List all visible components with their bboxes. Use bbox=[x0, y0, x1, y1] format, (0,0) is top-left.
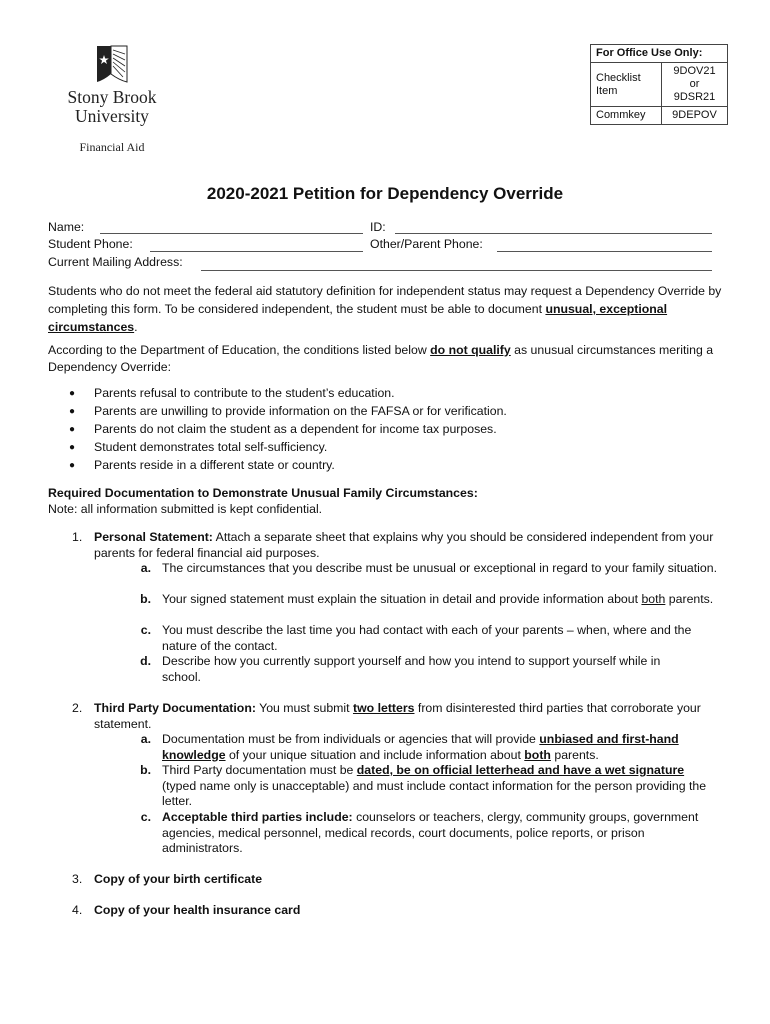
personal-statement-text: Attach a separate sheet that explains why you should be considered independent from your parents for federal financial aid purposes. bbox=[94, 530, 714, 560]
sub-letter: c. bbox=[140, 623, 151, 637]
personal-statement-lead: Personal Statement: bbox=[94, 530, 213, 544]
page-title: 2020-2021 Petition for Dependency Override bbox=[206, 184, 564, 203]
sub-item bbox=[162, 763, 718, 810]
university-logo bbox=[62, 44, 162, 156]
intro-p1-emphasis: unusual, exceptional circumstances bbox=[48, 302, 668, 334]
intro-p1-end: . bbox=[134, 320, 138, 334]
sub-letter: d. bbox=[140, 654, 151, 668]
student-phone-label: Student Phone: bbox=[48, 237, 133, 251]
sub-item-end: (typed name only is unacceptable) and must include contact information for the person providing the letter. bbox=[162, 778, 707, 808]
third-party-lead: Third Party Documentation: bbox=[94, 701, 256, 715]
checklist-code-2: 9DSR21 bbox=[673, 91, 716, 103]
sub-item-lead: Acceptable third parties include: bbox=[162, 810, 353, 824]
logo-department: Financial Aid bbox=[79, 140, 145, 154]
sub-item bbox=[162, 592, 720, 608]
checklist-or: or bbox=[689, 78, 700, 90]
sub-item-text: Third Party documentation must be bbox=[162, 763, 357, 777]
id-input-line[interactable] bbox=[395, 233, 712, 234]
sub-item-emphasis: dated, be on official letterhead and have a wet signature bbox=[356, 763, 685, 777]
third-party-end: from disinterested third parties that corroborate your statement. bbox=[94, 701, 701, 731]
other-phone-input-line[interactable] bbox=[497, 251, 712, 252]
sub-item-text: Your signed statement must explain the situation in detail and provide information about bbox=[162, 592, 642, 606]
address-input-line[interactable] bbox=[201, 270, 712, 271]
item-number: 2. bbox=[72, 701, 83, 715]
required-note: Note: all information submitted is kept confidential. bbox=[48, 502, 323, 516]
sub-letter: b. bbox=[140, 763, 151, 777]
office-use-table bbox=[590, 44, 728, 125]
intro-p2-emphasis: do not qualify bbox=[430, 343, 511, 357]
office-use-header: For Office Use Only: bbox=[591, 45, 728, 63]
sub-item bbox=[162, 810, 718, 857]
sub-item: Describe how you currently support yourself and how you intend to support yourself while in school. bbox=[162, 654, 661, 684]
bullet-icon: ● bbox=[69, 424, 76, 435]
intro-p2-text: According to the Department of Education, the conditions listed below bbox=[48, 343, 431, 357]
sub-letter: a. bbox=[140, 732, 151, 746]
item-number: 4. bbox=[72, 903, 83, 917]
name-input-line[interactable] bbox=[100, 233, 363, 234]
birth-certificate-item: Copy of your birth certificate bbox=[94, 872, 263, 886]
student-phone-input-line[interactable] bbox=[150, 251, 363, 252]
list-item: Parents are unwilling to provide information on the FAFSA or for verification. bbox=[94, 404, 507, 418]
bullet-icon: ● bbox=[69, 388, 76, 399]
item-number: 3. bbox=[72, 872, 83, 886]
sub-item-emphasis: both bbox=[641, 592, 666, 606]
list-item: Parents do not claim the student as a dependent for income tax purposes. bbox=[94, 422, 497, 436]
sub-item-emphasis: both bbox=[524, 747, 551, 762]
shield-icon bbox=[95, 44, 129, 84]
commkey-value: 9DEPOV bbox=[662, 107, 728, 125]
sub-letter: c. bbox=[140, 810, 151, 824]
personal-statement-item bbox=[94, 530, 718, 561]
sub-item-end: parents. bbox=[665, 592, 714, 606]
third-party-text: You must submit bbox=[255, 701, 353, 715]
bullet-icon: ● bbox=[69, 460, 76, 471]
name-label: Name: bbox=[48, 220, 85, 234]
commkey-label: Commkey bbox=[591, 107, 662, 125]
health-insurance-item: Copy of your health insurance card bbox=[94, 903, 301, 917]
intro-p1-text: Students who do not meet the federal aid statutory definition for independent status may request a Dependency Override by completing this form. To be considered independent, the student must be able to document bbox=[48, 284, 722, 316]
address-label: Current Mailing Address: bbox=[48, 255, 183, 269]
sub-item-end: parents. bbox=[550, 747, 599, 762]
sub-item: You must describe the last time you had contact with each of your parents – when, where and the nature of the contact. bbox=[162, 623, 692, 653]
checklist-label: Checklist Item bbox=[591, 63, 662, 107]
sub-item-text: counselors or teachers, clergy, community groups, government agencies, medical personnel, medical records, court documents, police reports, or prison administrators. bbox=[162, 810, 699, 855]
sub-item bbox=[162, 732, 718, 763]
checklist-value bbox=[662, 63, 728, 107]
logo-line-2: University bbox=[75, 106, 149, 126]
sub-item-text: Documentation must be from individuals or agencies that will provide bbox=[162, 732, 540, 746]
sub-item-text: of your unique situation and include information about bbox=[225, 747, 525, 762]
third-party-item bbox=[94, 701, 718, 732]
checklist-code-1: 9DOV21 bbox=[673, 65, 716, 77]
other-phone-label: Other/Parent Phone: bbox=[370, 237, 483, 251]
sub-item: The circumstances that you describe must be unusual or exceptional in regard to your family situation. bbox=[162, 561, 718, 575]
intro-paragraph-2 bbox=[48, 342, 728, 376]
list-item: Student demonstrates total self-sufficiency. bbox=[94, 440, 328, 454]
sub-item-emphasis: unbiased and first-hand knowledge bbox=[162, 732, 679, 762]
intro-paragraph-1 bbox=[48, 282, 728, 336]
item-number: 1. bbox=[72, 530, 83, 544]
id-label: ID: bbox=[370, 220, 386, 234]
required-heading: Required Documentation to Demonstrate Unusual Family Circumstances: bbox=[48, 486, 478, 500]
sub-letter: b. bbox=[140, 592, 151, 606]
intro-p2-end: as unusual circumstances meriting a Dependency Override: bbox=[48, 343, 714, 374]
list-item: Parents refusal to contribute to the student’s education. bbox=[94, 386, 395, 400]
list-item: Parents reside in a different state or country. bbox=[94, 458, 335, 472]
sub-letter: a. bbox=[140, 561, 151, 575]
third-party-emphasis: two letters bbox=[352, 701, 415, 715]
bullet-icon: ● bbox=[69, 406, 76, 417]
logo-line-1: Stony Brook bbox=[67, 87, 157, 107]
bullet-icon: ● bbox=[69, 442, 76, 453]
